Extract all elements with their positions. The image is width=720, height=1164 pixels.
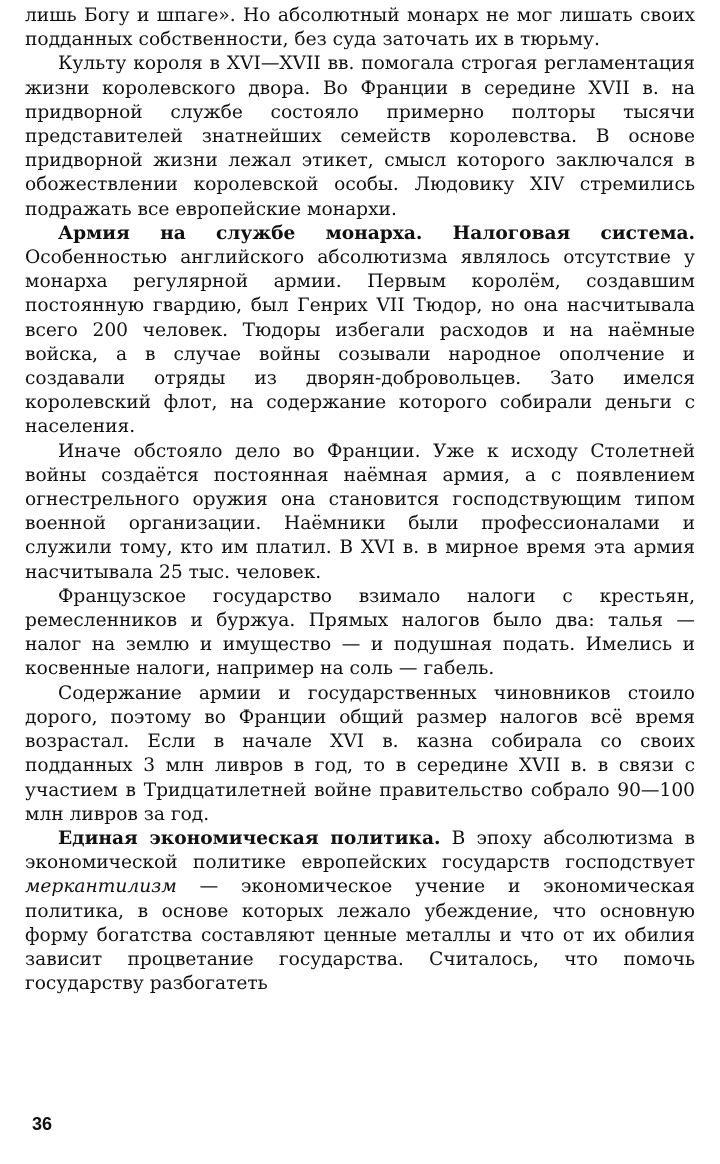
paragraph-army-england xyxy=(25,222,695,440)
paragraph-taxes xyxy=(25,585,695,682)
paragraph-text: — экономическое учение и экономическая политика, в основе которых лежало убеждение, что основную форму богатства составляют ценные металлы и что от их обилия зависит процветание государства. Считалось, что помочь государству разбогатеть xyxy=(25,876,695,995)
paragraph-text: Французское государство взимало налоги с крестьян, ремесленников и буржуа. Прямых налогов было два: талья — налог на землю и имущество — и подушная подать. Имелись и косвенные налоги, например на соль — габель. xyxy=(25,585,695,680)
paragraph-tax-growth xyxy=(25,682,695,827)
section-heading-army: Армия на службе монарха. Налоговая система. xyxy=(58,222,695,244)
body-text xyxy=(25,4,695,996)
page-number: 36 xyxy=(32,1114,53,1134)
paragraph-court-etiquette xyxy=(25,52,695,221)
paragraph-text: Культу короля в XVI—XVII вв. помогала строгая регламентация жизни королевского двора. Во Франции в середине XVII в. на придворной службе состояло примерно полторы тысячи представителей знатнейших семейств королевства. В основе придворной жизни лежал этикет, смысл которого заключался в обожествлении королевской особы. Людовику XIV стремились подражать все европейские монархи. xyxy=(25,53,695,220)
paragraph-economic-policy xyxy=(25,827,695,996)
paragraph-text: В эпоху абсолютизма в экономической политике европейских государств господствует xyxy=(25,827,695,874)
paragraph-army-france xyxy=(25,440,695,585)
paragraph-text: Особенностью английского абсолютизма являлось отсутствие у монарха регулярной армии. Первым королём, создавшим постоянную гвардию, был Генрих VII Тюдор, но она насчитывала всего 200 человек. Тюдоры избегали расходов и на наёмные войска, а в случае войны созывали народное ополчение и создавали отряды из дворян-добровольцев. Зато имелся королевский флот, на содержание которого собирали деньги с населения. xyxy=(25,247,695,438)
section-heading-economy: Единая экономическая политика. xyxy=(58,827,441,849)
paragraph-absolute-monarch xyxy=(25,4,695,52)
term-mercantilism: меркантилизм xyxy=(25,876,177,898)
paragraph-text: лишь Богу и шпаге». Но абсолютный монарх не мог лишать своих подданных собственности, без суда заточать их в тюрьму. xyxy=(25,5,695,51)
paragraph-text: Иначе обстояло дело во Франции. Уже к исходу Столетней войны создаётся постоянная наёмная армия, а с появлением огнестрельного оружия она становится господствующим типом военной организации. Наёмники были профессионалами и служили тому, кто им платил. В XVI в. в мирное время эта армия насчитывала 25 тыс. человек. xyxy=(25,440,695,583)
paragraph-text: Содержание армии и государственных чиновников стоило дорого, поэтому во Франции общий размер налогов всё время возрастал. Если в начале XVI в. казна собирала со своих подданных 3 млн ливров в год, то в середине XVII в. в связи с участием в Тридцатилетней войне правительство собрало 90—100 млн ливров за год. xyxy=(25,682,695,825)
